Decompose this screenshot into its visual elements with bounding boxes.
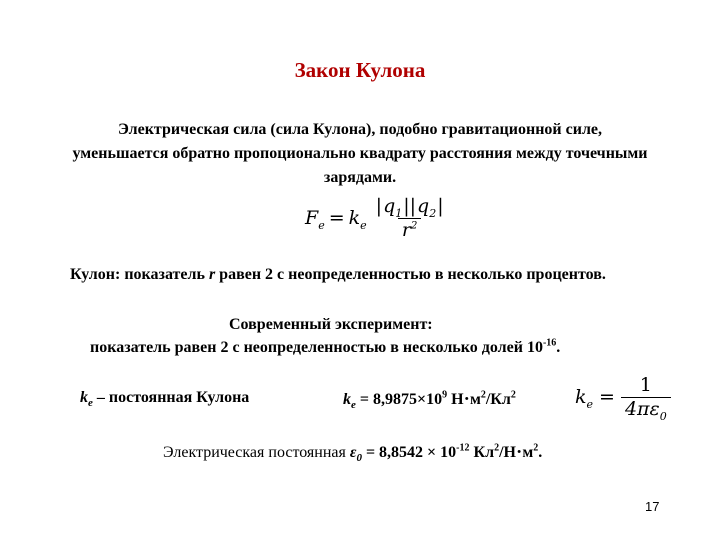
- modern-experiment-heading: Современный эксперимент:: [229, 316, 433, 333]
- equals-sign-2: =: [599, 386, 615, 408]
- coulomb-fraction: [371, 195, 449, 241]
- r-variable: r: [208, 266, 216, 283]
- fraction-denominator: $r^2$: [398, 218, 421, 241]
- fraction-numerator-2: 1: [639, 374, 652, 396]
- constant-formula: [575, 374, 671, 423]
- fraction-denominator-2: $4\pi\varepsilon_0$: [621, 397, 671, 420]
- electric-constant-line: Электрическая постоянная $\varepsilon_0 = 8,8542 \times 10^{-12}$ $Кл^2/Н\cdot м^2$.: [163, 442, 543, 465]
- fraction-numerator: $|q_1||q_2|$: [375, 195, 444, 220]
- equals-sign: =: [328, 207, 345, 229]
- page-number: 17: [645, 499, 660, 514]
- coulomb-text-before: показатель: [120, 266, 209, 283]
- coulomb-result-line: [70, 266, 606, 284]
- force-symbol: $F_e$: [305, 207, 325, 232]
- coulomb-law-formula: [305, 195, 449, 241]
- coulomb-constant-definition: $k_e$ – постоянная Кулона: [80, 389, 250, 410]
- constant-fraction: [621, 374, 671, 423]
- intro-paragraph: Электрическая сила (сила Кулона), подобно гравитационной силе, уменьшается обратно пропоционально квадрату расстояния между точечными зарядами.: [72, 121, 648, 186]
- coulomb-label: Кулон:: [70, 266, 121, 283]
- coulomb-constant-value: $k_e = 8,9875\times 10^9$ $Н\cdot м^2/Кл^2$: [343, 389, 516, 412]
- ke-symbol: $k_e$: [575, 386, 594, 411]
- modern-experiment-text: показатель равен 2 с неопределенностью в несколько долей $10^{-16}$.: [90, 337, 561, 356]
- coulomb-constant-symbol: $k_e$: [348, 207, 367, 232]
- slide-title: Закон Кулона: [294, 58, 426, 82]
- coulomb-text-after: равен 2 с неопределенностью в несколько процентов.: [215, 266, 606, 283]
